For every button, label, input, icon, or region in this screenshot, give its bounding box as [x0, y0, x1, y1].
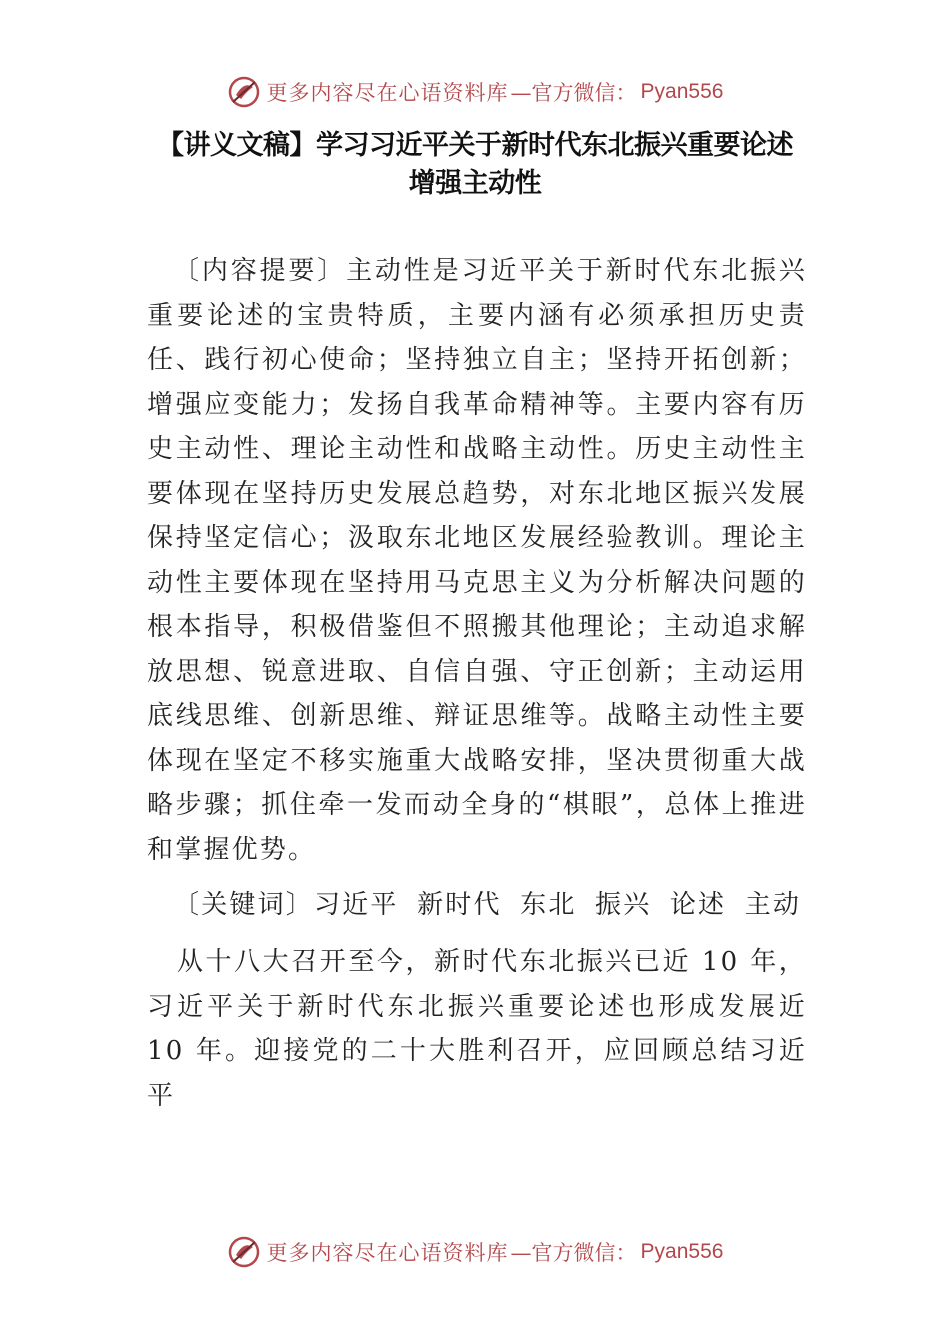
- title-line-1: 【讲义文稿】学习习近平关于新时代东北振兴重要论述: [157, 130, 793, 161]
- banner-handle: Pyan556: [640, 80, 724, 103]
- banner-contact-text: —官方微信：: [510, 81, 637, 105]
- keywords-paragraph: 〔关键词〕习近平 新时代 东北 振兴 论述 主动: [173, 890, 802, 920]
- title-line-2: 增强主动性: [408, 168, 542, 199]
- logo-icon: [227, 75, 261, 109]
- document-title: [0, 127, 950, 203]
- abstract-paragraph: 〔内容提要〕主动性是习近平关于新时代东北振兴重要论述的宝贵特质，主要内涵有必须承担历史责任、践行初心使命；坚持独立自主；坚持开拓创新；增强应变能力；发扬自我革命精神等。主要内容有历史主动性、理论主动性和战略主动性。历史主动性主要体现在坚持历史发展总趋势，对东北地区振兴发展保持坚定信心；汲取东北地区发展经验教训。理论主动性主要体现在坚持用马克思主义为分析解决问题的根本指导，积极借鉴但不照搬其他理论；主动追求解放思想、锐意进取、自信自强、守正创新；主动运用底线思维、创新思维、辩证思维等。战略主动性主要体现在坚定不移实施重大战略安排，坚决贯彻重大战略步骤；抓住牵一发而动全身的“棋眼”，总体上推进和掌握优势。: [147, 256, 807, 865]
- logo-icon: [227, 1235, 261, 1269]
- body-paragraph: 从十八大召开至今，新时代东北振兴已近 10 年，习近平关于新时代东北振兴重要论述也形成发展近 10 年。迎接党的二十大胜利召开，应回顾总结习近平: [147, 947, 807, 1111]
- header-watermark-banner: [0, 72, 950, 112]
- banner-contact-text: —官方微信：: [510, 1241, 637, 1265]
- banner-handle: Pyan556: [640, 1240, 724, 1263]
- footer-watermark-banner: [0, 1232, 950, 1272]
- banner-site-text: 更多内容尽在心语资料库: [266, 1241, 509, 1265]
- banner-site-text: 更多内容尽在心语资料库: [266, 81, 509, 105]
